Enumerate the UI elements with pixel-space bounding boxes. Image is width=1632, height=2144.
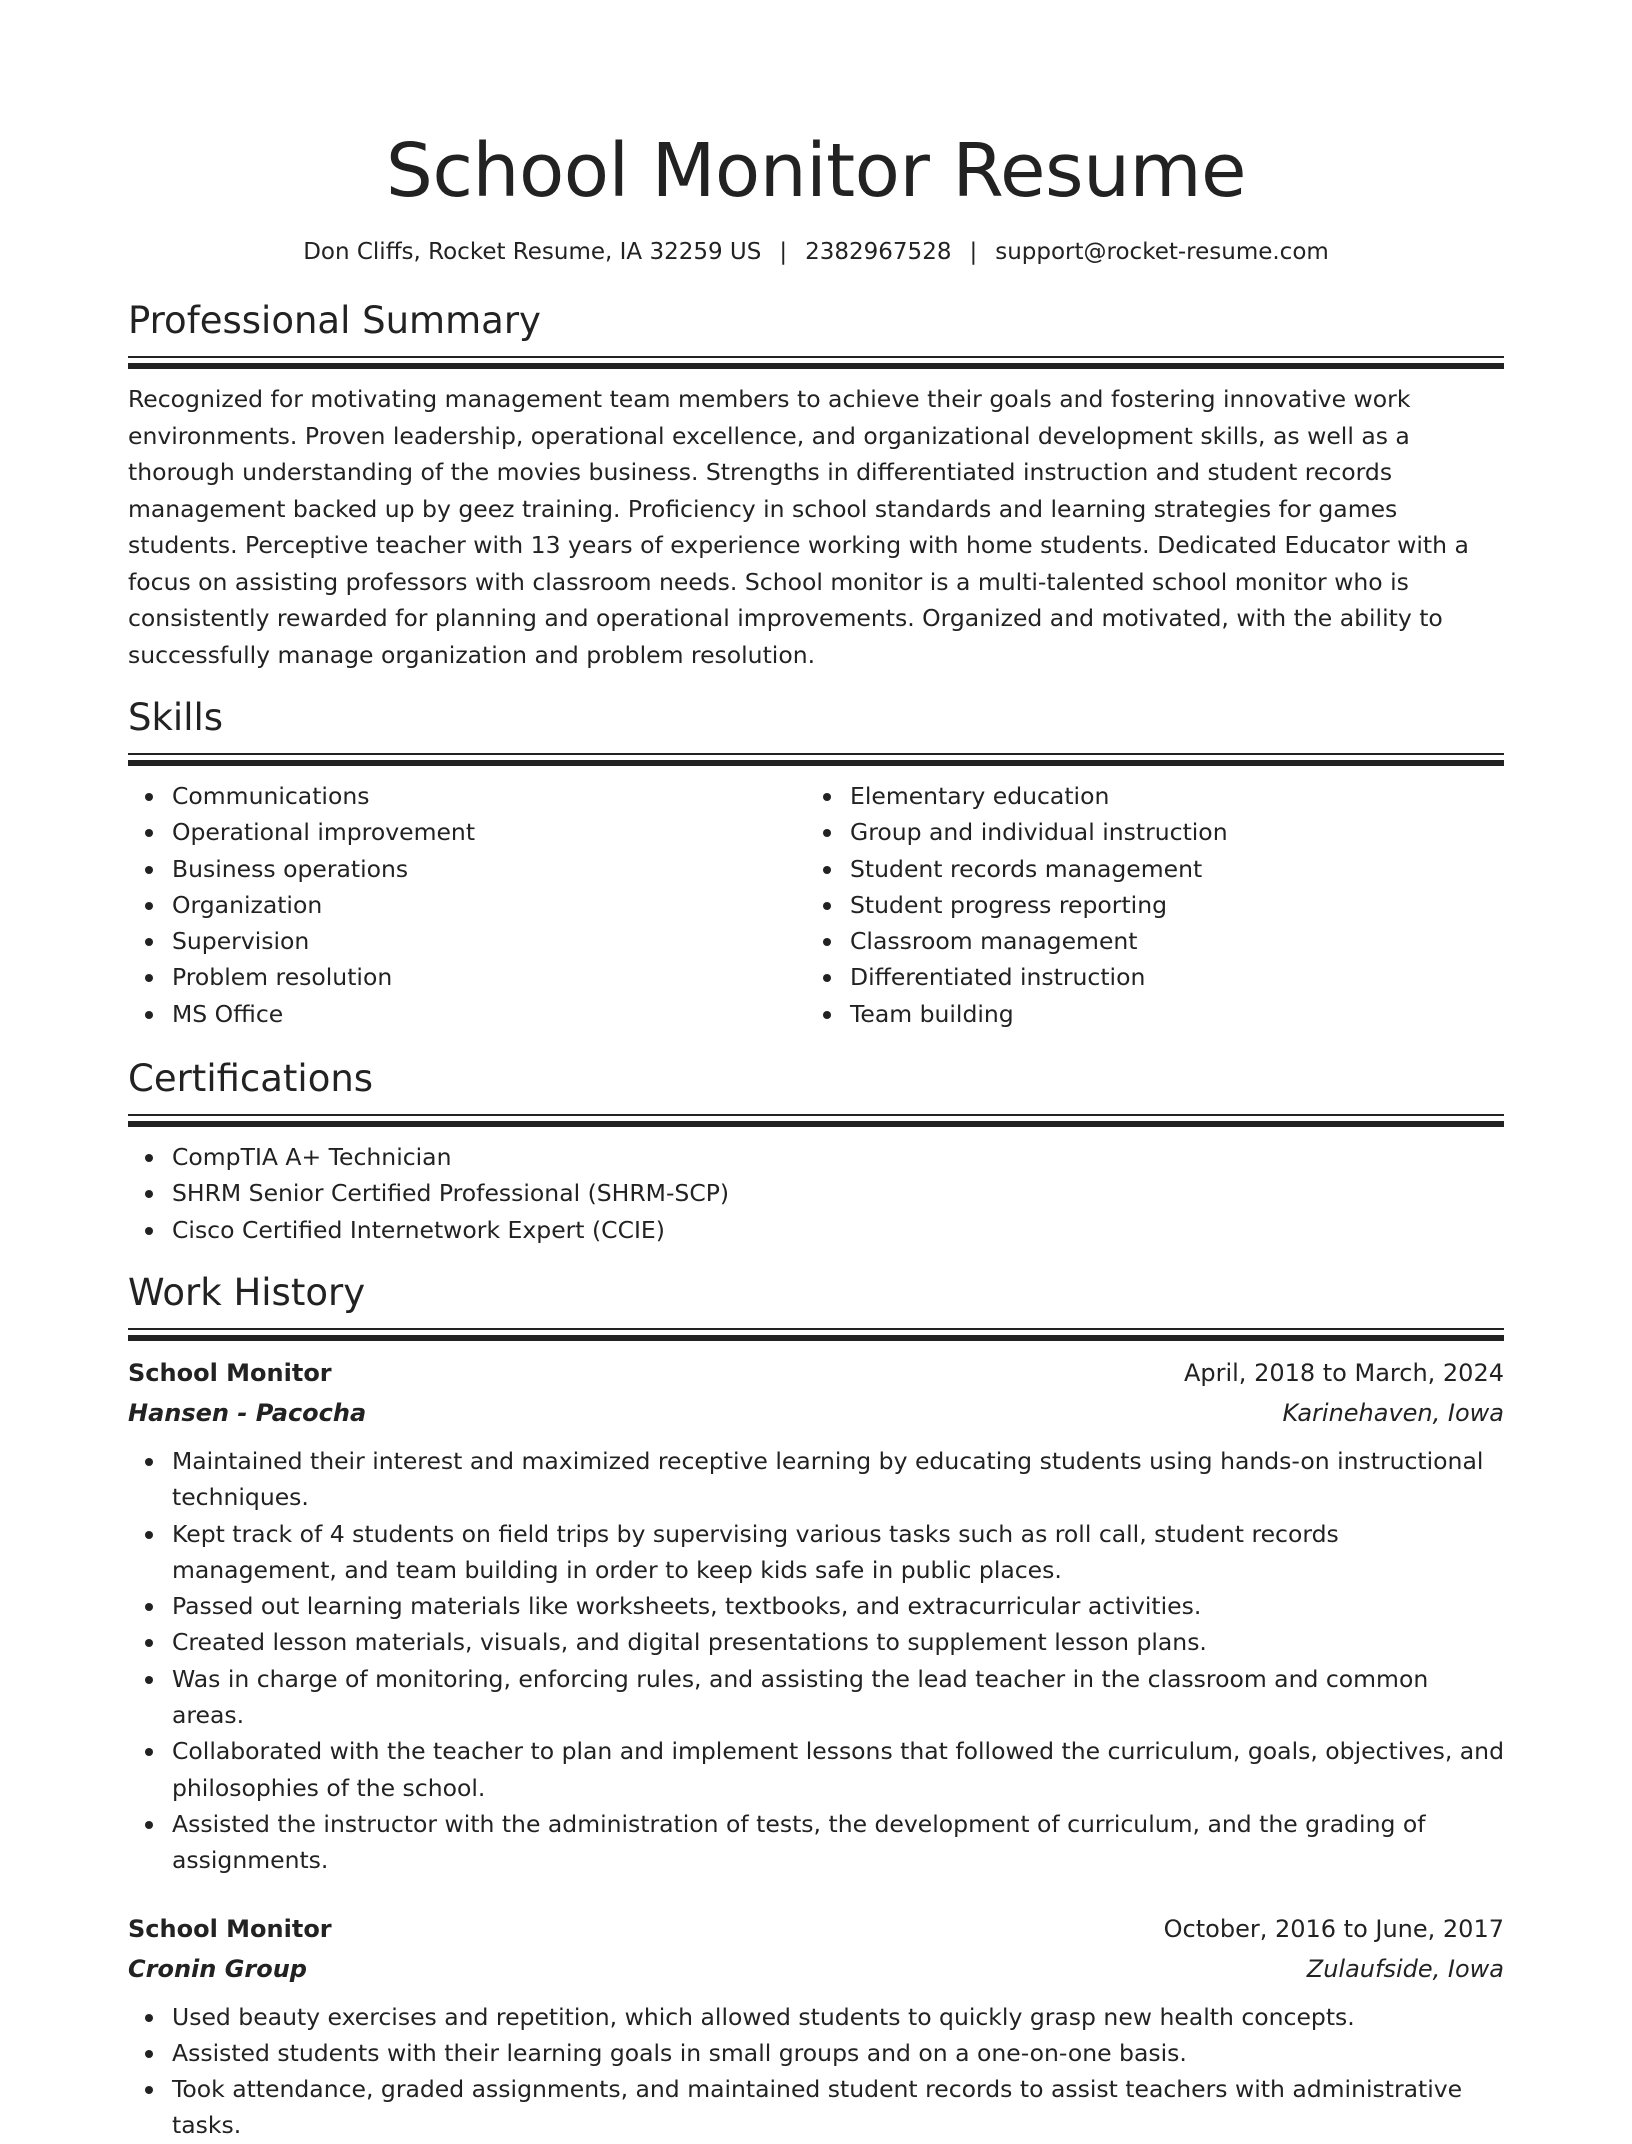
list-item: Business operations bbox=[172, 851, 806, 887]
resume-title: School Monitor Resume bbox=[385, 128, 1247, 214]
summary-section bbox=[128, 298, 1504, 673]
contact-line bbox=[128, 236, 1504, 268]
list-item: Team building bbox=[850, 996, 1484, 1032]
job-header-row bbox=[128, 1909, 1504, 1949]
list-item: Organization bbox=[172, 887, 806, 923]
summary-text: Recognized for motivating management team members to achieve their goals and fostering innovative work environments. Proven leadership, operational excellence, and organizational development skills, as well as a thorough understanding of the movies business. Strengths in differentiated instruction and student records management backed up by geez training. Proficiency in school standards and learning strategies for games students. Perceptive teacher with 13 years of experience working with home students. Dedicated Educator with a focus on assisting professors with classroom needs. School monitor is a multi-talented school monitor who is consistently rewarded for planning and operational improvements. Organized and motivated, with the ability to successfully manage organization and problem resolution. bbox=[128, 385, 1469, 669]
list-item: Collaborated with the teacher to plan and implement lessons that followed the curriculum, goals, objectives, and philosophies of the school. bbox=[172, 1733, 1504, 1806]
skills-list-left bbox=[128, 778, 806, 1032]
list-item: Assisted students with their learning goals in small groups and on a one-on-one basis. bbox=[172, 2035, 1504, 2071]
job-company-row bbox=[128, 1949, 1504, 1989]
work-history-section bbox=[128, 1270, 1504, 2144]
list-item: Communications bbox=[172, 778, 806, 814]
skills-section bbox=[128, 695, 1504, 1032]
skills-list-right bbox=[806, 778, 1484, 1032]
list-item: Group and individual instruction bbox=[850, 814, 1484, 850]
skills-grid bbox=[128, 778, 1504, 1032]
job-bullets bbox=[128, 1443, 1504, 1879]
list-item: Cisco Certified Internetwork Expert (CCIE) bbox=[172, 1212, 1504, 1248]
section-heading: Skills bbox=[128, 696, 224, 739]
list-item: Classroom management bbox=[850, 923, 1484, 959]
section-divider bbox=[128, 753, 1504, 766]
section-divider bbox=[128, 1114, 1504, 1127]
list-item: Elementary education bbox=[850, 778, 1484, 814]
list-item: Kept track of 4 students on field trips by supervising various tasks such as roll call, student records management, and team building in order to keep kids safe in public places. bbox=[172, 1516, 1504, 1589]
job-entry bbox=[128, 1353, 1504, 1879]
list-item: Student records management bbox=[850, 851, 1484, 887]
job-dates: April, 2018 to March, 2024 bbox=[1183, 1358, 1504, 1387]
contact-separator: | bbox=[779, 239, 788, 265]
section-divider bbox=[128, 356, 1504, 369]
list-item: Student progress reporting bbox=[850, 887, 1484, 923]
job-entry bbox=[128, 1909, 1504, 2144]
list-item: SHRM Senior Certified Professional (SHRM-SCP) bbox=[172, 1175, 1504, 1211]
skills-column-right bbox=[806, 778, 1484, 1032]
job-header-row bbox=[128, 1353, 1504, 1393]
job-dates: October, 2016 to June, 2017 bbox=[1163, 1914, 1504, 1943]
list-item: MS Office bbox=[172, 996, 806, 1032]
job-company: Hansen - Pacocha bbox=[128, 1398, 367, 1427]
list-item: Differentiated instruction bbox=[850, 959, 1484, 995]
contact-address: Don Cliffs, Rocket Resume, IA 32259 US bbox=[303, 239, 762, 265]
certifications-section bbox=[128, 1056, 1504, 1248]
list-item: Was in charge of monitoring, enforcing rules, and assisting the lead teacher in the classroom and common areas. bbox=[172, 1661, 1504, 1734]
job-title: School Monitor bbox=[128, 1358, 332, 1387]
list-item: Supervision bbox=[172, 923, 806, 959]
job-title: School Monitor bbox=[128, 1914, 332, 1943]
list-item: Assisted the instructor with the administration of tests, the development of curriculum, and the grading of assignments. bbox=[172, 1806, 1504, 1879]
job-company: Cronin Group bbox=[128, 1954, 307, 1983]
section-heading: Professional Summary bbox=[128, 299, 541, 342]
list-item: Operational improvement bbox=[172, 814, 806, 850]
list-item: Passed out learning materials like worksheets, textbooks, and extracurricular activities. bbox=[172, 1588, 1504, 1624]
skills-column-left bbox=[128, 778, 806, 1032]
list-item: CompTIA A+ Technician bbox=[172, 1139, 1504, 1175]
certifications-list bbox=[128, 1139, 1504, 1248]
contact-email: support@rocket-resume.com bbox=[995, 239, 1329, 265]
job-bullets bbox=[128, 1999, 1504, 2144]
section-divider bbox=[128, 1328, 1504, 1341]
job-location: Zulaufside, Iowa bbox=[1306, 1954, 1504, 1983]
job-company-row bbox=[128, 1393, 1504, 1433]
list-item: Used beauty exercises and repetition, which allowed students to quickly grasp new health concepts. bbox=[172, 1999, 1504, 2035]
list-item: Created lesson materials, visuals, and digital presentations to supplement lesson plans. bbox=[172, 1624, 1504, 1660]
resume-content bbox=[128, 0, 1504, 2144]
list-item: Took attendance, graded assignments, and maintained student records to assist teachers with administrative tasks. bbox=[172, 2071, 1504, 2144]
contact-phone: 2382967528 bbox=[805, 239, 952, 265]
contact-separator: | bbox=[969, 239, 978, 265]
list-item: Maintained their interest and maximized receptive learning by educating students using hands-on instructional techniques. bbox=[172, 1443, 1504, 1516]
section-heading: Certifications bbox=[128, 1057, 374, 1101]
section-heading: Work History bbox=[128, 1270, 366, 1314]
job-location: Karinehaven, Iowa bbox=[1282, 1398, 1504, 1427]
list-item: Problem resolution bbox=[172, 959, 806, 995]
